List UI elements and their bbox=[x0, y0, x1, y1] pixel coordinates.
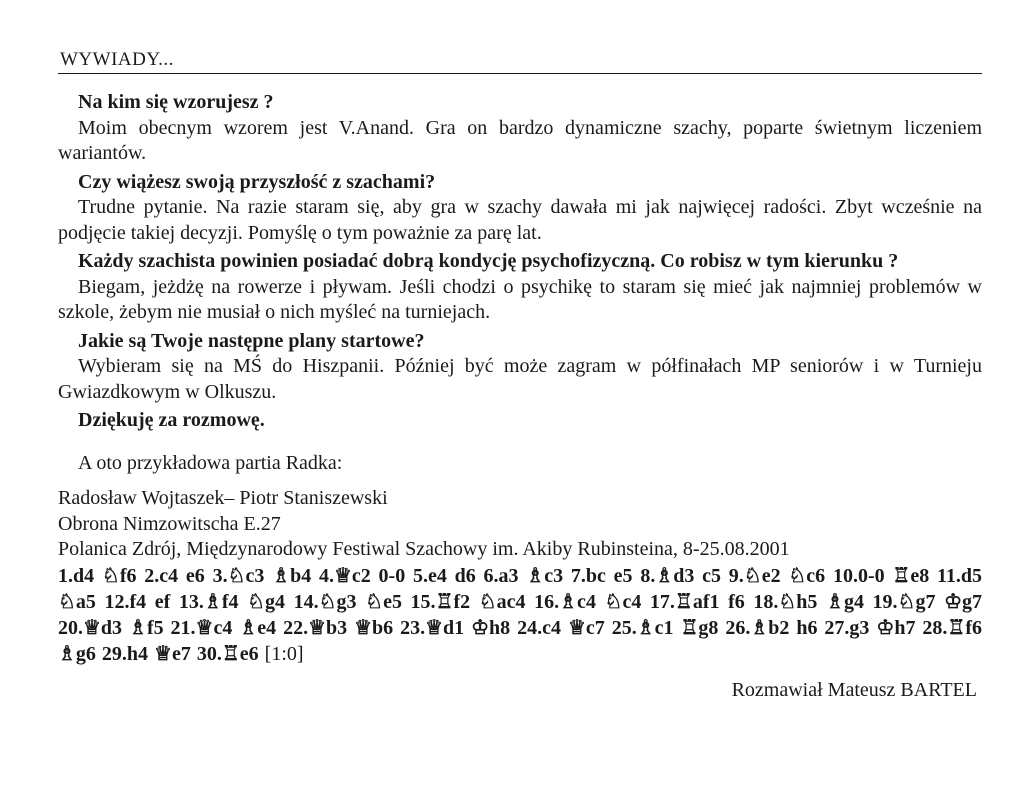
game-moves bbox=[58, 563, 982, 667]
game-intro: A oto przykładowa partia Radka: bbox=[78, 451, 343, 474]
interview-question: Czy wiążesz swoją przyszłość z szachami? bbox=[78, 170, 436, 193]
game-event: Polanica Zdrój, Międzynarodowy Festiwal Szachowy im. Akiby Rubinsteina, 8-25.08.2001 bbox=[58, 538, 790, 560]
game-result: [1:0] bbox=[264, 642, 304, 665]
interview bbox=[58, 90, 982, 434]
interview-answer: Moim obecnym wzorem jest V.Anand. Gra on bardzo dynamiczne szachy, poparte świetnym liczeniem wariantów. bbox=[58, 116, 982, 164]
interview-answer: Trudne pytanie. Na razie staram się, aby gra w szachy dawała mi jak najwięcej radości. Zbyt wcześnie na podjęcie takiej decyzji. Pomyślę o tym poważnie za parę lat. bbox=[58, 196, 982, 244]
interview-question: Każdy szachista powinien posiadać dobrą kondycję psychofizyczną. Co robisz w tym kierunku ? bbox=[78, 250, 899, 272]
game-opening: Obrona Nimzowitscha E.27 bbox=[58, 512, 281, 535]
interview-answer: Wybieram się na MŚ do Hiszpanii. Później być może zagram w półfinałach MP seniorów i w Turnieju Gwiazdkowym w Olkuszu. bbox=[58, 355, 982, 403]
page bbox=[58, 48, 982, 703]
signature: Rozmawiał Mateusz BARTEL bbox=[731, 678, 977, 701]
interview-question: Jakie są Twoje następne plany startowe? bbox=[78, 329, 425, 352]
move-list: 1.d4 ♘f6 2.c4 e6 3.♘c3 ♗b4 4.♕c2 0-0 5.e4 d6 6.a3 ♗c3 7.bc e5 8.♗d3 c5 9.♘e2 ♘c6 10.0-0 ♖e8 11.d5 ♘a5 12.f4 ef 13.♗f4 ♘g4 14.♘g3 ♘e5 15.♖f2 ♘ac4 16.♗c4 ♘c4 17.♖af1 f6 18.♘h5 ♗g4 19.♘g7 ♔g7 20.♕d3 ♗f5 21.♕c4 ♗e4 22.♕b3 ♕b6 23.♕d1 ♔h8 24.c4 ♕c7 25.♗c1 ♖g8 26.♗b2 h6 27.g3 ♔h7 28.♖f6 ♗g6 29.h4 ♕e7 30.♖e6 bbox=[58, 564, 982, 665]
chess-game bbox=[58, 486, 982, 667]
interview-question: Na kim się wzorujesz ? bbox=[78, 91, 274, 113]
interview-closing: Dziękuję za rozmowę. bbox=[78, 409, 265, 431]
interview-answer: Biegam, jeżdżę na rowerze i pływam. Jeśli chodzi o psychikę to staram się mieć jak najmniej problemów w szkole, żebym nie musiał o nich myśleć na turniejach. bbox=[58, 275, 982, 323]
section-header: WYWIADY... bbox=[58, 48, 982, 74]
game-players: Radosław Wojtaszek– Piotr Staniszewski bbox=[58, 487, 388, 509]
